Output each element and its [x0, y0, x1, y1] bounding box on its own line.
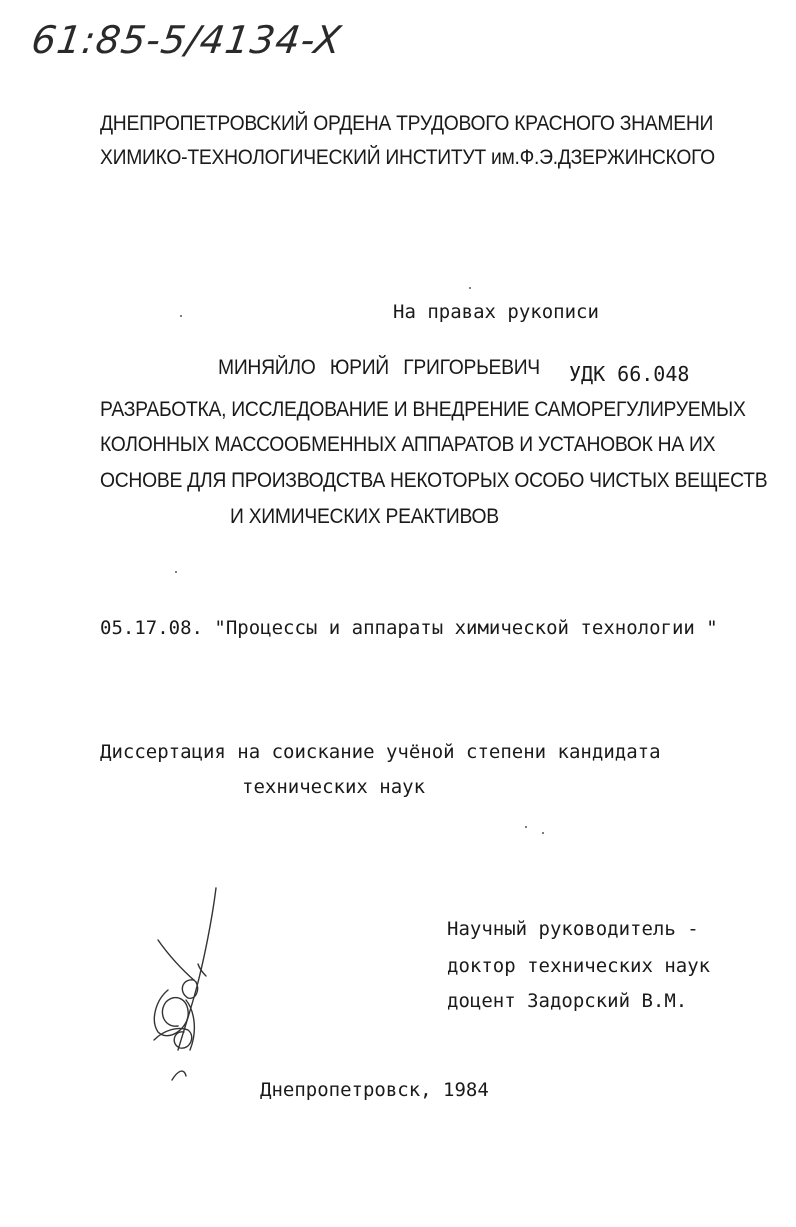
- title-line-2: КОЛОННЫХ МАССООБМЕННЫХ АППАРАТОВ И УСТАНОВОК НА ИХ: [100, 433, 716, 456]
- specialty-code: 05.17.08. "Процессы и аппараты химической технологии ": [100, 617, 718, 639]
- title-line-4: И ХИМИЧЕСКИХ РЕАКТИВОВ: [230, 505, 499, 528]
- author-name: МИНЯЙЛО ЮРИЙ ГРИГОРЬЕВИЧ: [218, 356, 540, 379]
- manuscript-rights: На правах рукописи: [393, 301, 599, 323]
- institute-line-1: ДНЕПРОПЕТРОВСКИЙ ОРДЕНА ТРУДОВОГО КРАСНОГО ЗНАМЕНИ: [100, 112, 714, 135]
- supervisor-title: Научный руководитель -: [447, 918, 699, 940]
- title-line-3: ОСНОВЕ ДЛЯ ПРОИЗВОДСТВА НЕКОТОРЫХ ОСОБО ЧИСТЫХ ВЕЩЕСТВ: [100, 469, 768, 492]
- udk-code: УДК 66.048: [569, 362, 690, 386]
- institute-line-2: ХИМИКО-ТЕХНОЛОГИЧЕСКИЙ ИНСТИТУТ им.Ф.Э.ДЗЕРЖИНСКОГО: [100, 146, 715, 169]
- scan-speck: [542, 832, 544, 834]
- scan-speck: [175, 571, 177, 573]
- supervisor-degree: доктор технических наук: [447, 955, 711, 977]
- city-year: Днепропетровск, 1984: [260, 1079, 489, 1101]
- dissertation-line-1: Диссертация на соискание учёной степени кандидата: [100, 741, 661, 763]
- dissertation-line-2: технических наук: [242, 776, 426, 798]
- handwritten-signature: [138, 880, 238, 1100]
- supervisor-name: доцент Задорский В.М.: [447, 990, 688, 1012]
- scan-speck: [180, 315, 182, 317]
- title-line-1: РАЗРАБОТКА, ИССЛЕДОВАНИЕ И ВНЕДРЕНИЕ САМОРЕГУЛИРУЕМЫХ: [100, 398, 746, 421]
- scan-speck: [469, 287, 471, 289]
- archive-code-handwritten: 61:85-5/4134-X: [28, 18, 345, 62]
- scan-speck: [525, 826, 527, 828]
